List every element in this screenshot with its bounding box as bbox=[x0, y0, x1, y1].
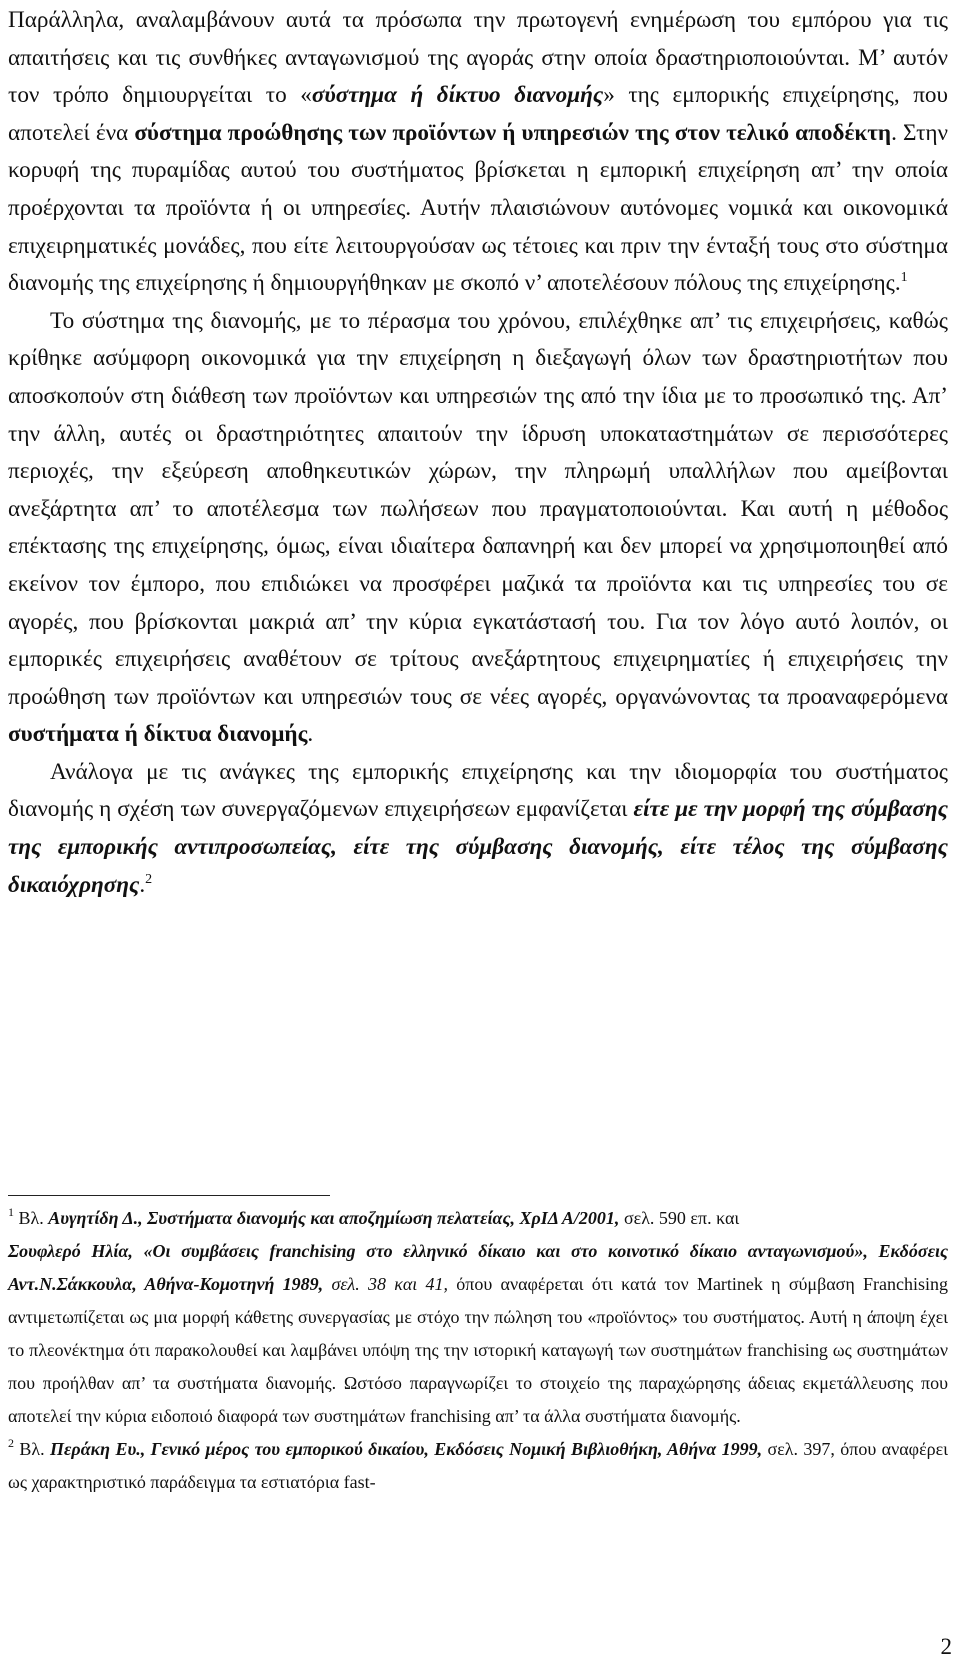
text-run: Το σύστημα της διανομής, με το πέρασμα του χρόνου, επιλέχθηκε απ’ τις επιχειρήσεις, καθώς κρίθηκε ασύμφορη οικονομικά για την επιχείρηση η διεξαγωγή όλων των δραστηριοτήτων που αποσκοπούν στη διάθεση των προϊόντων και υπηρεσιών της από την ίδια με το προσωπικό της. Απ’ την άλλη, αυτές οι δραστηριότητες απαιτούν την ίδρυση υποκαταστημάτων σε περισσότερες περιοχές, την εξεύρεση αποθηκευτικών χώρων, την πληρωμή υπαλλήλων που αμείβονται ανεξάρτητα απ’ το αποτέλεσμα των πωλήσεων που πραγματοποιούνται. Και αυτή η μέθοδος επέκτασης της επιχείρησης, όμως, είναι ιδιαίτερα δαπανηρή και δεν μπορεί να χρησιμοποιηθεί από εκείνον τον έμπορο, που επιδιώκει να προσφέρει μαζικά τα προϊόντα και τις υπηρεσίες του σε αγορές, που βρίσκονται μακριά απ’ την κύρια εγκατάστασή του. Για τον λόγο αυτό λοιπόν, οι εμπορικές επιχειρήσεις αναθέτουν σε τρίτους ανεξάρτητους επιχειρηματίες ή επιχειρήσεις την προώθηση των προϊόντων και υπηρεσιών τους σε νέες αγορές, οργανώνοντας τα προαναφερόμενα bbox=[8, 307, 948, 710]
text-run: Βλ. bbox=[14, 1208, 49, 1228]
text-run: » της εμπορικής επιχείρησης, που αποτελεί ένα bbox=[8, 82, 948, 146]
page-number: 2 bbox=[940, 1634, 952, 1659]
footnote-ref: 2 bbox=[8, 1436, 14, 1450]
text-run: . bbox=[139, 871, 146, 898]
footnote-ref: 2 bbox=[145, 871, 153, 887]
footnote-separator bbox=[8, 1195, 330, 1196]
emphasis-text: σελ. 38 και 41, bbox=[331, 1274, 449, 1294]
text-run: σελ. 397, όπου αναφέρει ως χαρακτηριστικό παράδειγμα τα εστιατόρια fast- bbox=[8, 1439, 949, 1492]
footnotes bbox=[8, 1202, 948, 1499]
text-run: Παράλληλα, αναλαμβάνουν αυτά τα πρόσωπα την πρωτογενή ενημέρωση του εμπόρου για τις απαιτήσεις και τις συνθήκες ανταγωνισμού της αγοράς στην οποία δραστηριοποιούνται. Μ’ αυτόν τον τρόπο δημιουργείται το « bbox=[8, 7, 948, 109]
text-run: σελ. 590 επ. και bbox=[619, 1208, 740, 1228]
footnote bbox=[8, 1202, 948, 1235]
text-run: όπου αναφέρεται ότι κατά τον Martinek η σύμβαση Franchising αντιμετωπίζεται ως μια μορφή κάθετης συνεργασίας με στόχο την πώληση του «προϊόντος» του συστήματος. Αυτή η άποψη έχει το πλεονέκτημα ότι παρακολουθεί και λαμβάνει υπόψη της την ιστορική καταγωγή των συστημάτων franchising ως συστημάτων που προήλθαν απ’ τα συστήματα διανομής. Ωστόσο παραγνωρίζει το στοιχείο της παραχώρησης άδειας εκμετάλλευσης που αποτελεί την κύρια ειδοποιό διαφορά των συστημάτων franchising απ’ τα άλλα συστήματα διανομής. bbox=[8, 1274, 949, 1426]
paragraph bbox=[8, 2, 948, 303]
emphasis-text: συστήματα ή δίκτυα διανομής bbox=[8, 721, 308, 748]
body-text bbox=[8, 2, 948, 904]
footnote bbox=[8, 1235, 948, 1433]
text-run: . Στην κορυφή της πυραμίδας αυτού του συστήματος βρίσκεται η εμπορική επιχείρηση απ’ την οποία προέρχονται τα προϊόντα ή οι υπηρεσίες. Αυτήν πλαισιώνουν αυτόνομες νομικά και οικονομικά επιχειρηματικές μονάδες, που είτε λειτουργούσαν ως τέτοιες και πριν την ένταξή τους στο σύστημα διανομής της επιχείρησης ή δημιουργήθηκαν με σκοπό ν’ αποτελέσουν πόλους της επιχείρησης. bbox=[8, 119, 949, 297]
footnote-ref: 1 bbox=[8, 1205, 14, 1219]
text-run: Ανάλογα με τις ανάγκες της εμπορικής επιχείρησης και την ιδιομορφία του συστήματος διανομής η σχέση των συνεργαζόμενων επιχειρήσεων εμφανίζεται bbox=[8, 758, 948, 823]
emphasis-text: Σουφλερό Ηλία, «Οι συμβάσεις franchising στο ελληνικό δίκαιο και στο κοινοτικό δίκαιο ανταγωνισμού», Εκδόσεις Αντ.Ν.Σάκκουλα, Αθήνα-Κομοτηνή 1989, bbox=[8, 1241, 948, 1294]
emphasis-text: Περάκη Ευ., Γενικό μέρος του εμπορικού δικαίου, Εκδόσεις Νομική Βιβλιοθήκη, Αθήνα 1999, bbox=[50, 1439, 763, 1459]
footnote bbox=[8, 1433, 948, 1499]
text-run: Βλ. bbox=[14, 1439, 51, 1459]
emphasis-text: είτε με την μορφή της σύμβασης της εμπορικής αντιπροσωπείας, είτε της σύμβασης διανομής, είτε τέλος της σύμβασης δικαιόχρησης bbox=[8, 796, 948, 898]
emphasis-text: Αυγητίδη Δ., Συστήματα διανομής και αποζημίωση πελατείας, ΧρΙΔ Α/2001, bbox=[48, 1208, 620, 1228]
paragraph bbox=[8, 754, 948, 904]
paragraph bbox=[8, 303, 948, 754]
emphasis-text: σύστημα προώθησης των προϊόντων ή υπηρεσιών της στον τελικό αποδέκτη bbox=[134, 119, 892, 146]
emphasis-text: σύστημα ή δίκτυο διανομής bbox=[311, 82, 604, 109]
text-run: . bbox=[307, 721, 314, 748]
footnote-ref: 1 bbox=[900, 270, 908, 286]
